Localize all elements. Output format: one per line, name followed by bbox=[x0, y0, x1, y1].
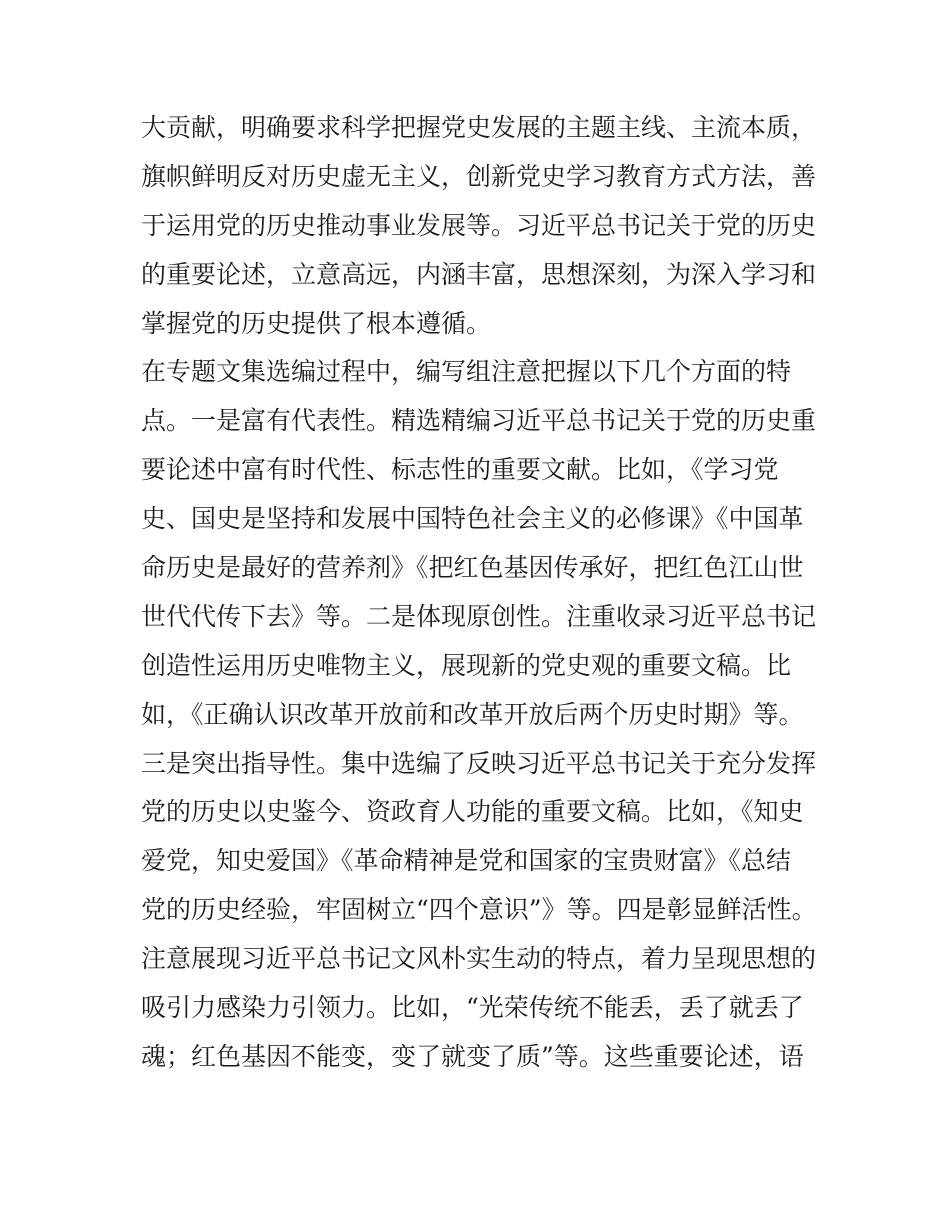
text-line: 于运用党的历史推动事业发展等。习近平总书记关于党的历史 bbox=[141, 210, 817, 240]
body-text bbox=[141, 104, 821, 1082]
text-line: 点。一是富有代表性。精选精编习近平总书记关于党的历史重 bbox=[141, 406, 817, 436]
text-line: 命历史是最好的营养剂》《把红色基因传承好，把红色江山世 bbox=[141, 553, 804, 583]
text-line: 要论述中富有时代性、标志性的重要文献。比如，《学习党 bbox=[141, 455, 779, 485]
text-line: 吸引力感染力引领力。比如，“光荣传统不能丢，丢了就丢了 bbox=[141, 993, 804, 1023]
text-line: 旗帜鲜明反对历史虚无主义，创新党史学习教育方式方法，善 bbox=[141, 161, 817, 191]
text-line: 大贡献，明确要求科学把握党史发展的主题主线、主流本质， bbox=[141, 113, 817, 142]
text-line: 世代代传下去》等。二是体现原创性。注重收录习近平总书记 bbox=[141, 601, 817, 631]
text-line: 掌握党的历史提供了根本遵循。 bbox=[141, 308, 492, 338]
text-line: 的重要论述，立意高远，内涵丰富，思想深刻，为深入学习和 bbox=[141, 259, 817, 289]
text-line: 注意展现习近平总书记文风朴实生动的特点，着力呈现思想的 bbox=[141, 944, 817, 974]
text-line: 魂；红色基因不能变，变了就变了质”等。这些重要论述，语 bbox=[141, 1041, 804, 1071]
text-line: 三是突出指导性。集中选编了反映习近平总书记关于充分发挥 bbox=[141, 748, 817, 778]
text-line: 爱党，知史爱国》《革命精神是党和国家的宝贵财富》《总结 bbox=[141, 846, 792, 876]
text-line: 如，《正确认识改革开放前和改革开放后两个历史时期》等。 bbox=[141, 699, 804, 729]
text-line: 在专题文集选编过程中，编写组注意把握以下几个方面的特 bbox=[141, 357, 792, 387]
text-line: 史、国史是坚持和发展中国特色社会主义的必修课》《中国革 bbox=[141, 504, 804, 534]
text-line: 党的历史经验，牢固树立“四个意识”》等。四是彰显鲜活性。 bbox=[141, 895, 817, 925]
text-line: 党的历史以史鉴今、资政育人功能的重要文稿。比如，《知史 bbox=[141, 797, 804, 827]
text-line: 创造性运用历史唯物主义，展现新的党史观的重要文稿。比 bbox=[141, 650, 792, 680]
